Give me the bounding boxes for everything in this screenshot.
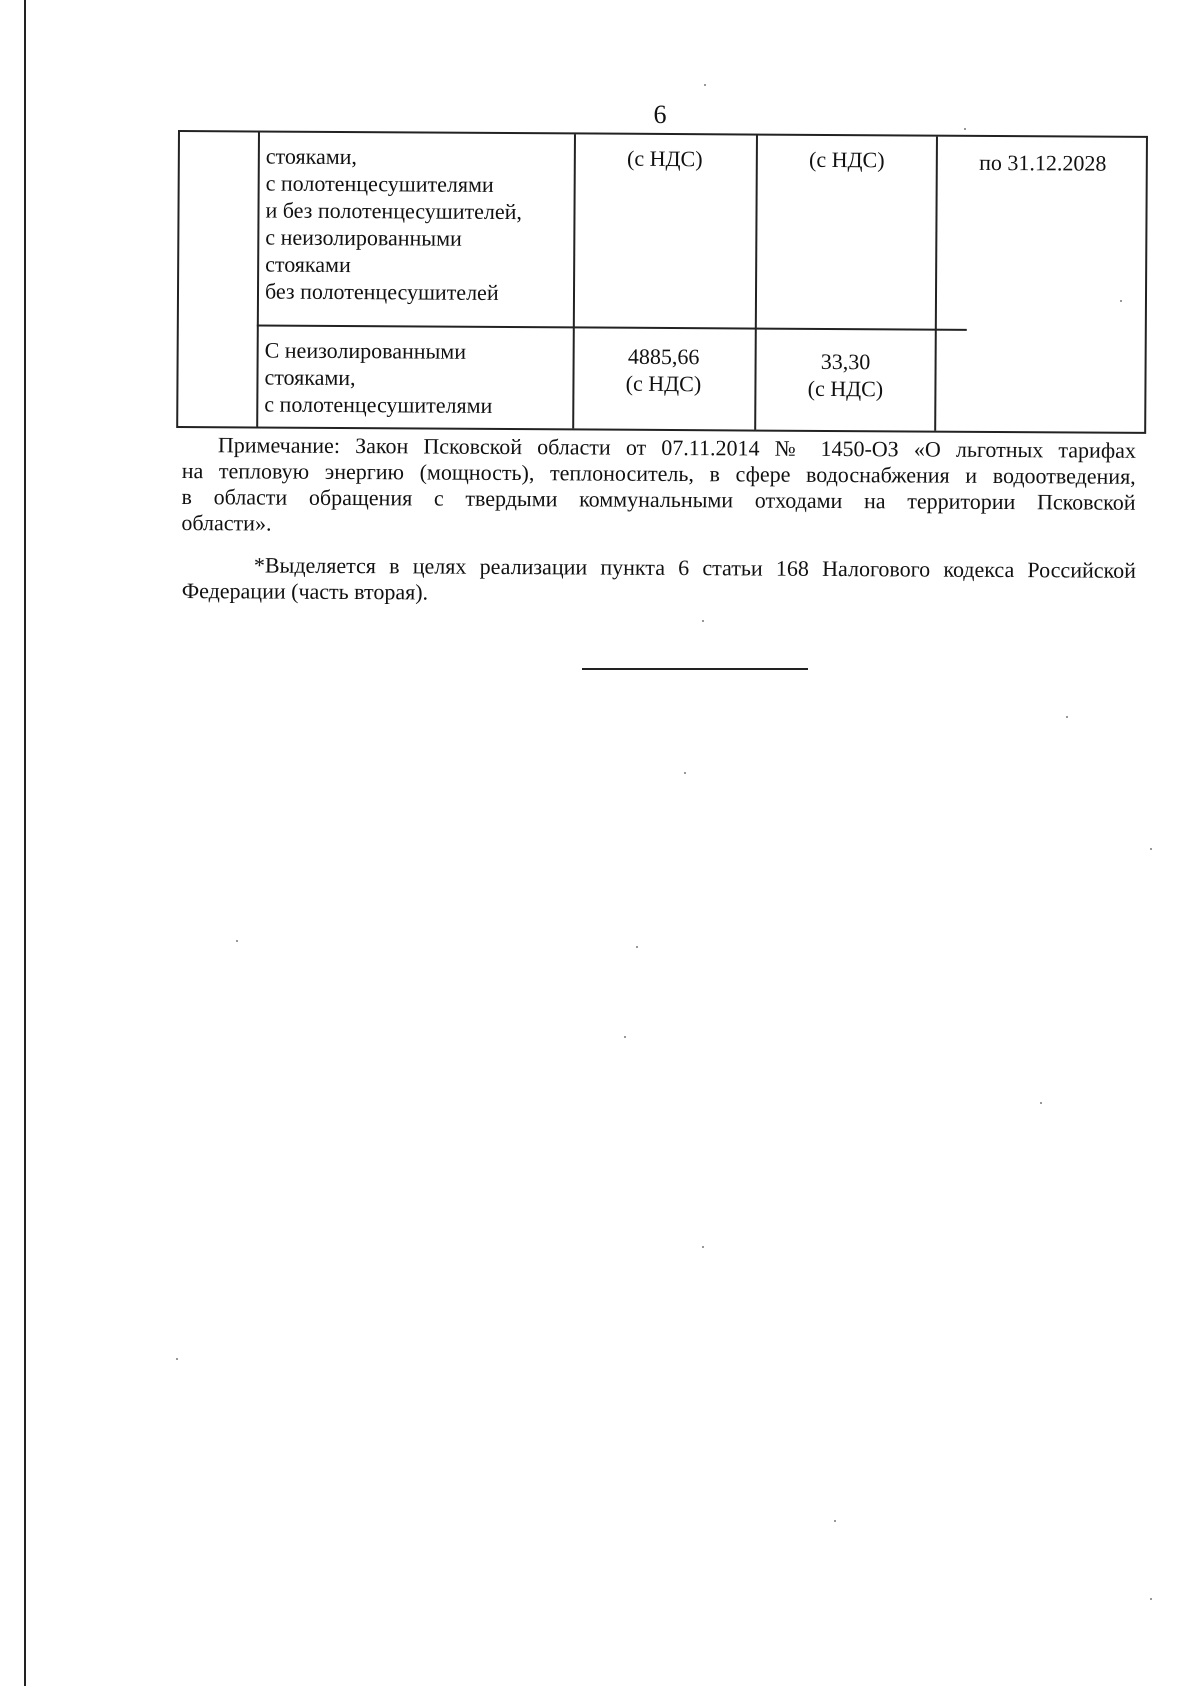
- footnote-paragraph: [182, 552, 1136, 610]
- scan-speck: [636, 946, 638, 948]
- row1-description-line: стояками: [265, 251, 351, 278]
- row1-description-line: и без полотенцесушителей,: [265, 197, 522, 225]
- table-column-divider-1: [256, 132, 260, 426]
- row2-tariff-1-value: 4885,66: [627, 343, 700, 370]
- table-row-divider: [257, 324, 967, 330]
- note-line: в области обращения с твердыми коммунальными отходами на территории Псковской: [181, 483, 1136, 515]
- row1-description-line: с полотенцесушителями: [265, 170, 494, 197]
- scan-speck: [1150, 1598, 1152, 1600]
- row2-tariff-1-vat: (с НДС): [625, 370, 702, 397]
- row2-tariff-2-cell: [756, 348, 934, 403]
- scan-speck: [702, 620, 704, 622]
- row1-tariff-1-vat: (с НДС): [627, 145, 703, 172]
- row1-description-line: без полотенцесушителей: [264, 278, 499, 305]
- period-value: по 31.12.2028: [979, 149, 1107, 176]
- row2-description-line: стояками,: [264, 364, 356, 391]
- row2-tariff-2-value: 33,30: [820, 348, 871, 375]
- scan-speck: [236, 940, 238, 942]
- scan-speck: [1040, 1102, 1042, 1104]
- note-line: области».: [181, 509, 272, 536]
- row1-tariff-2-cell: [758, 146, 936, 174]
- row2-description-line: с полотенцесушителями: [264, 391, 493, 418]
- period-cell: [938, 149, 1148, 177]
- row2-description-cell: [264, 337, 493, 419]
- row2-description-line: С неизолированными: [264, 337, 467, 364]
- scan-speck: [704, 84, 706, 86]
- scan-speck: [1120, 300, 1122, 302]
- scan-speck: [1150, 848, 1152, 850]
- row2-tariff-2-vat: (с НДС): [807, 375, 884, 402]
- note-line: Примечание: Закон Псковской области от 07.11.2014 № 1450-ОЗ «О льготных тарифах: [217, 432, 1136, 463]
- row2-tariff-1-cell: [574, 342, 752, 397]
- footnote-line: *Выделяется в целях реализации пункта 6 статьи 168 Налогового кодекса Российской: [253, 552, 1136, 583]
- tariff-table: [176, 130, 1148, 434]
- row1-tariff-1-cell: [576, 144, 754, 172]
- scan-edge-line: [24, 0, 26, 1686]
- scan-speck: [702, 1246, 704, 1248]
- scan-speck: [1066, 716, 1068, 718]
- row1-tariff-2-vat: (с НДС): [809, 146, 885, 173]
- page-number: 6: [653, 100, 667, 129]
- end-separator-line: [582, 668, 808, 670]
- scan-speck: [176, 1358, 178, 1360]
- scan-speck: [834, 1520, 836, 1522]
- note-line: на тепловую энергию (мощность), теплоноситель, в сфере водоснабжения и водоотведения,: [181, 457, 1136, 489]
- scan-speck: [624, 1036, 626, 1038]
- note-paragraph: [181, 432, 1136, 542]
- table-column-divider-4: [934, 137, 938, 431]
- scan-speck: [684, 772, 686, 774]
- row1-description-cell: [265, 143, 522, 307]
- row1-description-line: стояками,: [265, 143, 358, 170]
- scan-speck: [964, 128, 966, 130]
- row1-description-line: с неизолированными: [265, 224, 462, 251]
- footnote-line: Федерации (часть вторая).: [181, 577, 429, 605]
